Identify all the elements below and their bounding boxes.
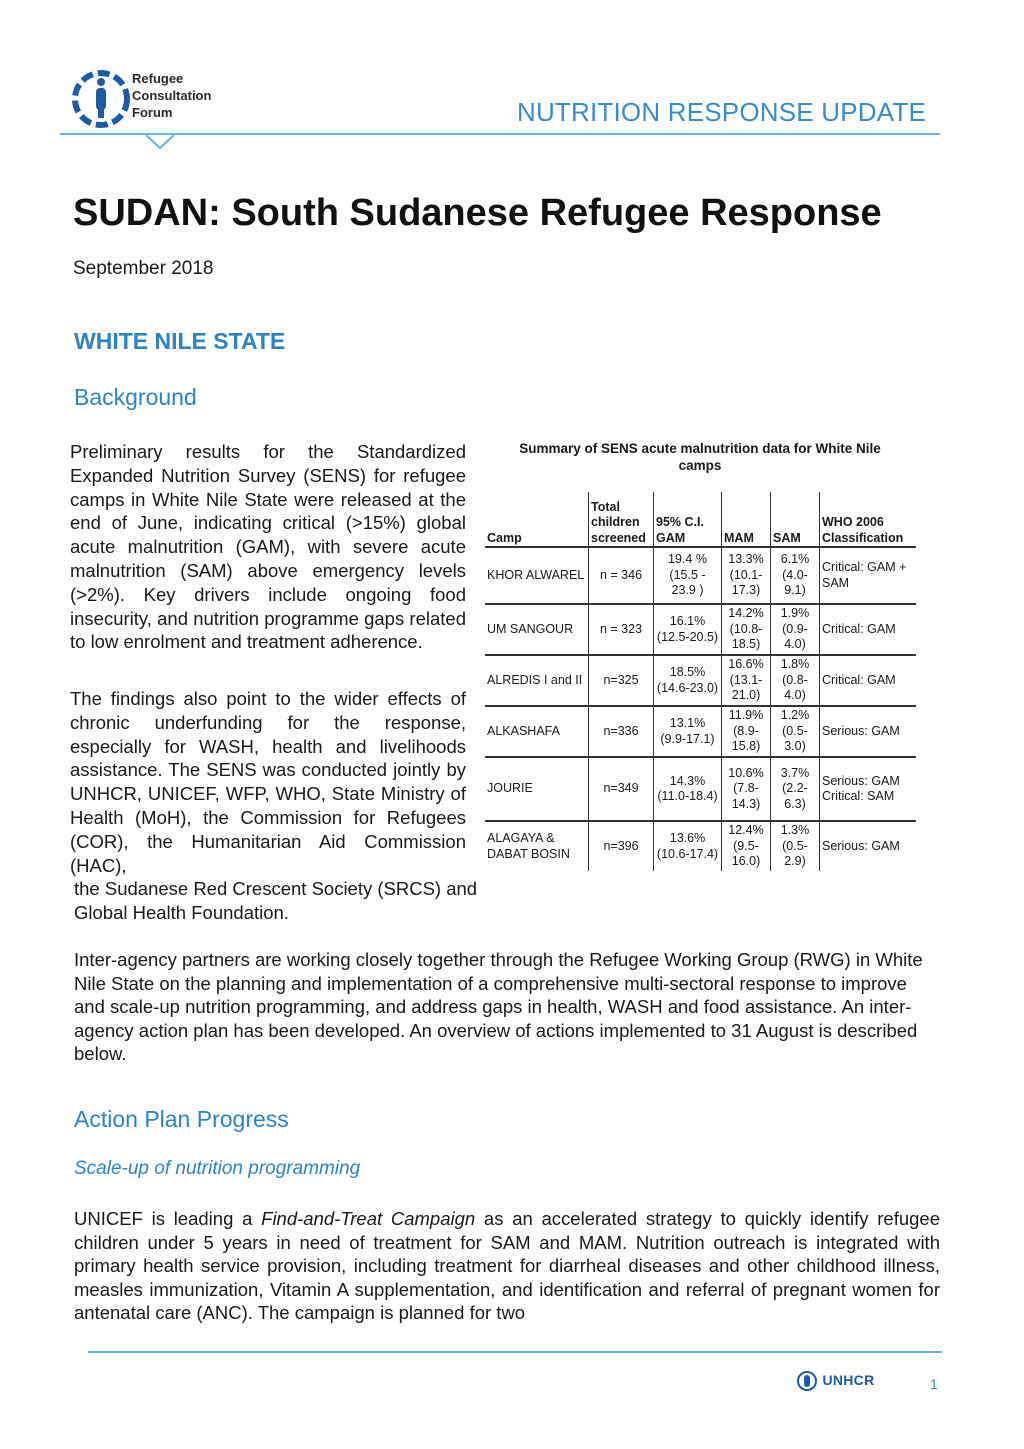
- cell-camp: ALREDIS I and II: [485, 655, 589, 706]
- cell-sam: 1.2% (0.5-3.0): [771, 706, 820, 757]
- col-header-gam-label: GAM: [656, 530, 686, 545]
- table-row: [485, 547, 916, 604]
- table-caption: Summary of SENS acute malnutrition data for White Nile camps: [519, 441, 881, 473]
- cell-who: Critical: GAM + SAM: [820, 547, 917, 604]
- cell-mam: 11.9% (8.9-15.8): [722, 706, 771, 757]
- col-header-ci: 95% C.I.: [656, 515, 704, 529]
- section-heading-action-plan: Action Plan Progress: [74, 1106, 289, 1132]
- cell-n: n = 346: [589, 547, 654, 604]
- cell-who: Critical: GAM: [820, 655, 917, 706]
- cell-n: n = 323: [589, 604, 654, 655]
- header-notch: [146, 134, 174, 155]
- section-heading-background: Background: [74, 384, 197, 410]
- cell-gam: 18.5% (14.6-23.0): [654, 655, 722, 706]
- header-divider: [60, 133, 940, 135]
- cell-gam: 13.1% (9.9-17.1): [654, 706, 722, 757]
- cell-n: n=336: [589, 706, 654, 757]
- cell-gam: 14.3% (11.0-18.4): [654, 757, 722, 821]
- col-header-sam: SAM: [771, 492, 820, 547]
- cell-mam: 14.2% (10.8-18.5): [722, 604, 771, 655]
- footer-divider: [88, 1351, 942, 1353]
- cell-mam: 12.4% (9.5-16.0): [722, 821, 771, 871]
- table-row: [485, 706, 916, 757]
- campaign-name: Find-and-Treat Campaign: [261, 1208, 476, 1229]
- background-paragraph-2: The findings also point to the wider effects of chronic underfunding for the response, especially for WASH, health and livelihoods assistance. The SENS was conducted jointly by UNHCR, UNICEF, WFP, WHO, State Ministry of Health (MoH), the Commission for Refugees (COR), the Humanitarian Aid Commission (HAC),: [70, 688, 466, 876]
- cell-gam: 19.4 % (15.5 - 23.9 ): [654, 547, 722, 604]
- col-header-gam: [654, 492, 722, 547]
- cell-mam: 13.3% (10.1-17.3): [722, 547, 771, 604]
- logo-text: [132, 70, 211, 121]
- col-header-mam: MAM: [722, 492, 771, 547]
- logo-line-1: Refugee: [132, 71, 184, 86]
- cell-gam: 16.1% (12.5-20.5): [654, 604, 722, 655]
- cell-mam: 16.6% (13.1-21.0): [722, 655, 771, 706]
- cell-sam: 1.8% (0.8-4.0): [771, 655, 820, 706]
- cell-sam: 3.7% (2.2-6.3): [771, 757, 820, 821]
- unhcr-wordmark: UNHCR: [822, 1372, 875, 1389]
- section-heading-state: WHITE NILE STATE: [74, 328, 286, 354]
- unicef-paragraph-start: UNICEF is leading a: [74, 1208, 262, 1229]
- table-row: [485, 757, 916, 821]
- logo-line-2: Consultation: [132, 88, 212, 103]
- table-row: [485, 821, 916, 871]
- logo-line-3: Forum: [132, 105, 173, 120]
- col-header-total: Total children screened: [589, 492, 654, 547]
- cell-who: Serious: GAM: [820, 821, 917, 871]
- col-header-camp: Camp: [485, 492, 589, 547]
- header-title: NUTRITION RESPONSE UPDATE: [516, 97, 926, 127]
- cell-sam: 1.9% (0.9-4.0): [771, 604, 820, 655]
- unicef-paragraph-rest: as an accelerated strategy to quickly identify refugee children under 5 years in need of treatment for SAM and MAM. Nutrition outreach is integrated with primary health service provision, including treatment for diarrheal diseases and other childhood illness, measles immunization, Vitamin A supplementation, and identification and referral of pregnant women for antenatal care (ANC). The campaign is planned for two: [74, 1208, 940, 1323]
- rcf-logo-icon: [70, 68, 132, 130]
- cell-n: n=396: [589, 821, 654, 871]
- table-row: [485, 655, 916, 706]
- cell-camp: ALKASHAFA: [485, 706, 589, 757]
- unicef-paragraph: [74, 1207, 940, 1325]
- rwg-paragraph: Inter-agency partners are working closely together through the Refugee Working Group (RWG) in White Nile State on the planning and implementation of a comprehensive multi-sectoral response to improve and scale-up nutrition programming, and address gaps in health, WASH and food assistance. An inter-agency action plan has been developed. An overview of actions implemented to 31 August is described below.: [74, 949, 923, 1064]
- unhcr-logo: [796, 1370, 886, 1392]
- sens-table: [485, 492, 916, 871]
- page-number: 1: [930, 1376, 938, 1392]
- col-header-who: WHO 2006 Classification: [820, 492, 917, 547]
- cell-sam: 1.3% (0.5-2.9): [771, 821, 820, 871]
- document-title: SUDAN: South Sudanese Refugee Response: [73, 192, 882, 234]
- document-date: September 2018: [73, 258, 214, 279]
- cell-who: Critical: GAM: [820, 604, 917, 655]
- cell-gam: 13.6% (10.6-17.4): [654, 821, 722, 871]
- cell-who: Serious: GAM Critical: SAM: [820, 757, 917, 821]
- cell-who: Serious: GAM: [820, 706, 917, 757]
- subheading-scale-up: Scale-up of nutrition programming: [74, 1158, 361, 1179]
- cell-n: n=349: [589, 757, 654, 821]
- table-row: [485, 604, 916, 655]
- cell-n: n=325: [589, 655, 654, 706]
- cell-mam: 10.6% (7.8-14.3): [722, 757, 771, 821]
- cell-camp: UM SANGOUR: [485, 604, 589, 655]
- cell-camp: KHOR ALWAREL: [485, 547, 589, 604]
- background-paragraph-1: Preliminary results for the Standardized Expanded Nutrition Survey (SENS) for refugee camps in White Nile State were released at the end of June, indicating critical (>15%) global acute malnutrition (GAM), with severe acute malnutrition (SAM) above emergency levels (>2%). Key drivers include ongoing food insecurity, and nutrition programme gaps related to low enrolment and treatment adherence.: [70, 441, 466, 653]
- background-paragraph-2-tail: the Sudanese Red Crescent Society (SRCS) and Global Health Foundation.: [74, 878, 478, 923]
- unhcr-emblem-icon: [796, 1370, 818, 1392]
- cell-sam: 6.1% (4.0-9.1): [771, 547, 820, 604]
- cell-camp: ALAGAYA & DABAT BOSIN: [485, 821, 589, 871]
- cell-camp: JOURIE: [485, 757, 589, 821]
